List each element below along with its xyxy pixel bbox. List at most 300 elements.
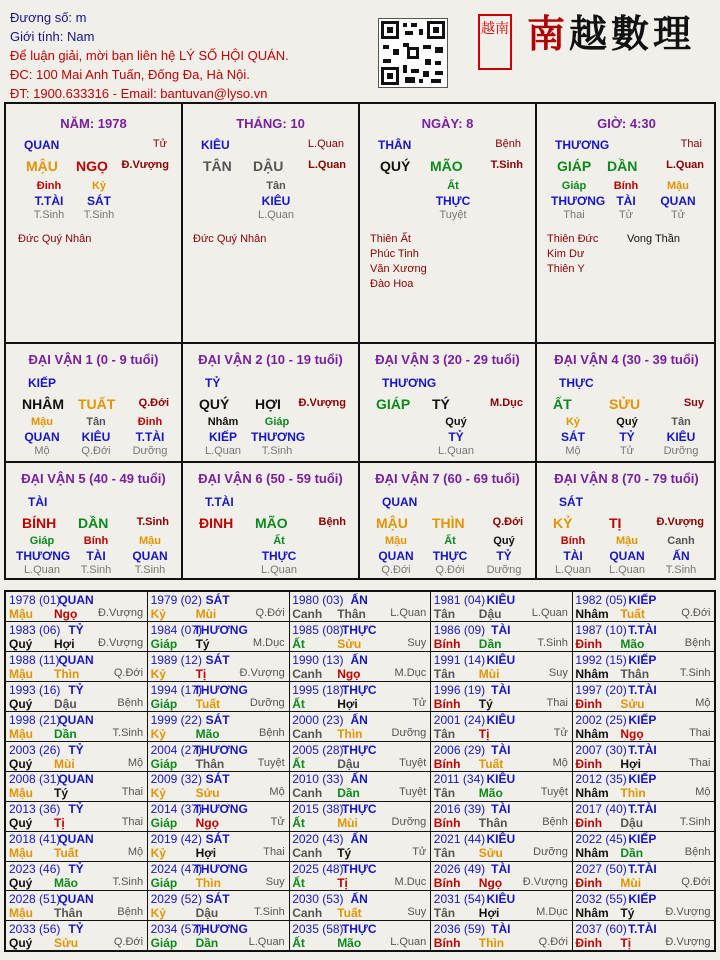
- dai-van-title: ĐẠI VẬN 6 (50 - 59 tuổi): [198, 471, 343, 486]
- pillar-2: [183, 104, 360, 342]
- dv-hidden-star: QUAN: [132, 549, 168, 563]
- year-phase: T.Sinh: [679, 816, 711, 829]
- hidden-stem: Mậu: [667, 180, 689, 192]
- year-can: Quý: [9, 876, 33, 891]
- year-can: Nhâm: [575, 906, 609, 920]
- year-label: 1989 (12): [150, 652, 202, 667]
- hidden-phase: T.Sinh: [33, 209, 65, 221]
- year-star: QUAN: [58, 832, 94, 847]
- year-phase: Tử: [412, 846, 427, 859]
- year-chi: Hợi: [620, 756, 641, 771]
- dv-hidden-phase: L.Quan: [23, 564, 61, 576]
- year-cell: [148, 921, 290, 951]
- year-star: THỰC: [341, 742, 377, 757]
- year-can: Canh: [292, 786, 323, 801]
- year-phase: T.Sinh: [254, 906, 285, 918]
- year-cell: [6, 592, 148, 622]
- year-label: 2007 (30): [575, 742, 627, 757]
- dv-hidden-star: TÀI: [563, 549, 583, 563]
- year-cell: [6, 801, 148, 831]
- year-star: TÀI: [491, 862, 511, 877]
- year-star: SÁT: [205, 652, 230, 667]
- year-cell: [6, 682, 148, 712]
- year-label: 2004 (27): [150, 742, 202, 757]
- year-phase: T.Sinh: [537, 636, 568, 649]
- dv-chi: TUẤT: [78, 396, 116, 412]
- hidden-stem: Tân: [266, 180, 286, 192]
- year-chi: Tý: [620, 906, 635, 920]
- year-cell: [6, 831, 148, 861]
- dv-can: MẬU: [376, 515, 408, 531]
- year-can: Nhâm: [575, 786, 609, 801]
- year-chi: Dần: [478, 636, 502, 651]
- year-label: 2033 (56): [9, 921, 61, 936]
- phone-email-line: ĐT: 1900.633316 - Email: bantuvan@lyso.vn: [10, 86, 268, 101]
- year-cell: [431, 712, 573, 742]
- hidden-stem: Đinh: [36, 180, 62, 192]
- dai-van-title: ĐẠI VẬN 1 (0 - 9 tuổi): [28, 352, 159, 367]
- year-label: 1997 (20): [575, 682, 627, 697]
- hidden-star: THỰC: [435, 194, 471, 208]
- pillar-stem-star: THƯƠNG: [555, 138, 610, 152]
- year-chi: Thìn: [337, 726, 363, 741]
- pillar-phase: Đ.Vượng: [121, 159, 169, 171]
- year-chi: Sửu: [478, 846, 503, 861]
- year-label: 1983 (06): [9, 622, 61, 637]
- year-label: 1998 (21): [9, 712, 61, 727]
- year-cell: [6, 622, 148, 652]
- pillar-can: GIÁP: [557, 158, 592, 174]
- year-label: 2000 (23): [292, 712, 344, 727]
- dv-hidden-phase: L.Quan: [260, 564, 298, 576]
- dv-hidden-phase: T.Sinh: [665, 564, 697, 576]
- yearly-table: [4, 590, 716, 952]
- seal-text: 越南: [481, 21, 509, 37]
- year-star: KIẾP: [628, 652, 657, 667]
- year-chi: Thân: [54, 906, 83, 920]
- year-phase: Q.Đới: [538, 935, 568, 948]
- hidden-phase: Tuyệt: [439, 209, 467, 221]
- year-chi: Ngọ: [337, 666, 361, 681]
- year-label: 1996 (19): [433, 682, 486, 697]
- year-can: Quý: [9, 935, 33, 950]
- year-phase: Tuyệt: [540, 786, 568, 799]
- year-star: ẤN: [350, 712, 368, 727]
- year-can: Nhâm: [575, 846, 609, 861]
- pillar-4: [537, 104, 716, 342]
- year-label: 2031 (54): [433, 892, 486, 906]
- year-can: Tân: [433, 906, 456, 920]
- year-cell: [431, 891, 573, 921]
- dv-hidden-star: KIÊU: [666, 430, 696, 444]
- year-chi: Dậu: [195, 906, 219, 920]
- year-label: 2022 (45): [575, 832, 627, 847]
- year-label: 2005 (28): [292, 742, 344, 757]
- year-label: 2001 (24): [433, 712, 486, 727]
- year-label: 2013 (36): [9, 802, 61, 817]
- dai-van-title: ĐẠI VẬN 7 (60 - 69 tuổi): [375, 471, 520, 486]
- year-can: Mậu: [9, 726, 33, 741]
- year-phase: Bệnh: [258, 726, 285, 739]
- duong-so-label: Đương số:: [10, 10, 73, 25]
- shen-sha: Vong Thần: [627, 233, 681, 245]
- pillar-stem-phase: Tử: [152, 138, 167, 150]
- year-can: Tân: [433, 666, 456, 681]
- pillar-chi: NGỌ: [76, 158, 108, 174]
- dv-hidden-star: TÀI: [86, 549, 106, 563]
- dv-star: THỰC: [559, 376, 594, 390]
- year-label: 1978 (01): [9, 593, 61, 607]
- year-phase: Dưỡng: [391, 816, 427, 829]
- year-cell: [148, 742, 290, 772]
- dv-hidden: Mậu: [139, 535, 161, 547]
- hidden-star: TÀI: [616, 194, 636, 208]
- year-label: 2034 (57): [150, 921, 202, 936]
- dv-phase: Bệnh: [318, 516, 346, 528]
- year-label: 2019 (42): [150, 832, 202, 847]
- year-star: QUAN: [58, 593, 94, 607]
- year-cell: [6, 742, 148, 772]
- year-cell: [148, 831, 290, 861]
- year-can: Mậu: [9, 607, 33, 621]
- dv-hidden-star: KIÊU: [81, 430, 111, 444]
- gioi-tinh-value: Nam: [66, 29, 95, 44]
- year-star: KIÊU: [486, 892, 516, 906]
- year-phase: Bệnh: [117, 906, 144, 918]
- dv-hidden-star: KIẾP: [208, 430, 237, 444]
- year-label: 2006 (29): [433, 742, 486, 757]
- year-chi: Sửu: [337, 636, 362, 651]
- year-chi: Hợi: [195, 846, 217, 861]
- year-cell: [289, 592, 431, 622]
- dv-hidden-phase: L.Quan: [554, 564, 592, 576]
- year-label: 1981 (04): [433, 593, 486, 607]
- dv-hidden-star: THƯƠNG: [251, 430, 306, 444]
- dv-hidden-phase: L.Quan: [204, 445, 242, 457]
- year-cell: [6, 891, 148, 921]
- year-star: THỰC: [341, 682, 377, 697]
- dv-hidden-star: TỶ: [496, 549, 512, 563]
- year-phase: Dưỡng: [533, 846, 568, 859]
- pillars-and-dai-van-grid: [4, 102, 716, 580]
- year-cell: [431, 682, 573, 712]
- dv-phase: Đ.Vượng: [656, 516, 704, 528]
- year-phase: Mộ: [695, 786, 711, 799]
- year-label: 2015 (38): [292, 802, 344, 817]
- year-label: 1987 (10): [575, 622, 627, 637]
- year-phase: Bệnh: [542, 816, 568, 829]
- year-star: THỰC: [341, 622, 377, 637]
- year-cell: [289, 712, 431, 742]
- dai-van-title: ĐẠI VẬN 8 (70 - 79 tuổi): [554, 471, 699, 486]
- year-can: Quý: [9, 816, 33, 831]
- qr-code[interactable]: [378, 18, 448, 88]
- pillar-title: NĂM: 1978: [60, 116, 127, 131]
- year-can: Ất: [292, 756, 305, 771]
- hidden-stem: Bính: [613, 180, 639, 192]
- year-label: 1999 (22): [150, 712, 202, 727]
- dv-phase: Suy: [683, 397, 704, 409]
- year-cell: [431, 831, 573, 861]
- year-label: 1979 (02): [150, 593, 202, 607]
- dv-hidden-phase: L.Quan: [608, 564, 646, 576]
- year-cell: [572, 682, 714, 712]
- dv-hidden-star: T.TÀI: [135, 430, 165, 444]
- year-can: Quý: [9, 756, 33, 771]
- year-label: 2003 (26): [9, 742, 61, 757]
- year-phase: Đ.Vượng: [522, 876, 568, 889]
- logo-chars: 越數理: [569, 11, 696, 56]
- year-phase: L.Quan: [531, 607, 568, 619]
- dv-star: QUAN: [382, 495, 418, 509]
- year-phase: Thai: [121, 786, 144, 799]
- year-cell: [148, 652, 290, 682]
- year-chi: Thìn: [478, 935, 505, 950]
- year-star: SÁT: [205, 712, 230, 727]
- pillar-phase: T.Sinh: [490, 159, 523, 171]
- dv-phase: Q.Đới: [138, 397, 169, 409]
- year-chi: Dần: [195, 935, 219, 950]
- hidden-star: KIÊU: [261, 194, 291, 208]
- pillar-chi: MÃO: [430, 158, 463, 174]
- year-label: 1991 (14): [433, 652, 486, 667]
- address-line: ĐC: 100 Mai Anh Tuấn, Đống Đa, Hà Nội.: [10, 67, 250, 82]
- year-can: Giáp: [150, 756, 178, 771]
- pillar-stem-phase: Bệnh: [495, 138, 521, 150]
- year-label: 2010 (33): [292, 772, 344, 787]
- year-phase: Mộ: [127, 756, 144, 769]
- year-phase: M.Dục: [252, 636, 285, 649]
- hidden-star: T.TÀI: [34, 194, 64, 208]
- year-label: 2011 (34): [433, 772, 485, 787]
- year-can: Canh: [292, 666, 323, 681]
- year-star: TỶ: [68, 622, 84, 637]
- shen-sha: Thiên Ất: [370, 233, 411, 245]
- pillar-stem-star: THÂN: [378, 138, 412, 152]
- year-chi: Hợi: [478, 906, 500, 920]
- year-cell: [431, 921, 573, 951]
- year-can: Bính: [433, 636, 461, 651]
- dai-van-6: [183, 461, 360, 580]
- year-can: Ất: [292, 935, 305, 950]
- year-can: Nhâm: [575, 607, 609, 621]
- dai-van-title: ĐẠI VẬN 2 (10 - 19 tuổi): [198, 352, 343, 367]
- year-chi: Thân: [478, 816, 508, 831]
- year-phase: Mộ: [552, 756, 568, 769]
- year-can: Kỷ: [150, 666, 166, 681]
- year-can: Mậu: [9, 666, 33, 681]
- dai-van-7: [360, 461, 537, 580]
- year-can: Kỷ: [150, 786, 166, 801]
- year-label: 2016 (39): [433, 802, 486, 817]
- year-label: 1985 (08): [292, 622, 344, 637]
- year-label: 2026 (49): [433, 862, 486, 877]
- year-chi: Mão: [478, 786, 503, 801]
- year-star: T.TÀI: [628, 682, 657, 697]
- year-star: THƯƠNG: [193, 742, 248, 757]
- year-star: ẤN: [350, 892, 368, 906]
- year-chi: Ngọ: [620, 726, 644, 741]
- pillar-phase: L.Quan: [308, 159, 346, 171]
- hidden-stem: Ất: [447, 180, 459, 192]
- pillar-title: NGÀY: 8: [421, 116, 474, 131]
- dv-star: THƯƠNG: [382, 376, 437, 390]
- year-chi: Mùi: [195, 607, 217, 621]
- year-cell: [289, 831, 431, 861]
- year-phase: Đ.Vượng: [97, 607, 144, 619]
- year-chi: Mão: [620, 636, 645, 651]
- dv-hidden-star: TỶ: [619, 430, 635, 444]
- year-chi: Mùi: [337, 816, 358, 831]
- dv-chi: SỬU: [609, 396, 641, 412]
- dv-hidden: Nhâm: [207, 416, 239, 428]
- dv-hidden: Giáp: [29, 535, 55, 547]
- year-cell: [6, 652, 148, 682]
- year-label: 2017 (40): [575, 802, 627, 817]
- dai-van-1: [6, 342, 183, 461]
- year-phase: Đ.Vượng: [665, 935, 711, 948]
- year-phase: Thai: [546, 696, 568, 709]
- year-chi: Mão: [195, 726, 220, 741]
- year-phase: Tuyệt: [399, 756, 427, 769]
- year-phase: M.Dục: [536, 906, 568, 918]
- year-label: 2008 (31): [9, 772, 61, 787]
- hidden-star: THƯƠNG: [551, 194, 606, 208]
- dai-van-4: [537, 342, 716, 461]
- year-chi: Tuất: [478, 756, 504, 771]
- year-phase: Q.Đới: [255, 607, 285, 619]
- dv-chi: TÝ: [432, 396, 450, 412]
- dv-hidden-phase: Dưỡng: [132, 445, 168, 457]
- year-chi: Mùi: [478, 666, 500, 681]
- dv-hidden-phase: L.Quan: [437, 445, 475, 457]
- hidden-stem: Giáp: [561, 180, 587, 192]
- year-star: TỶ: [68, 682, 84, 697]
- hidden-star: QUAN: [660, 194, 696, 208]
- year-phase: Dưỡng: [249, 696, 285, 709]
- year-cell: [148, 682, 290, 712]
- year-chi: Tị: [195, 666, 207, 681]
- dv-star: SÁT: [559, 495, 583, 509]
- dv-hidden: Ất: [444, 535, 456, 547]
- year-label: 2025 (48): [292, 862, 344, 877]
- dv-hidden-phase: Q.Đới: [381, 564, 411, 576]
- year-star: KIẾP: [628, 892, 657, 906]
- year-phase: L.Quan: [390, 607, 427, 619]
- year-chi: Dần: [54, 726, 77, 741]
- shen-sha: Phúc Tinh: [370, 248, 419, 260]
- year-can: Ất: [292, 876, 305, 891]
- year-phase: Thai: [689, 726, 711, 739]
- year-can: Bính: [433, 876, 461, 891]
- year-star: QUAN: [58, 892, 94, 906]
- year-star: KIẾP: [628, 712, 657, 727]
- year-phase: Bệnh: [684, 636, 711, 649]
- year-phase: Q.Đới: [113, 666, 144, 679]
- year-cell: [148, 712, 290, 742]
- year-cell: [431, 861, 573, 891]
- year-chi: Tý: [337, 846, 352, 861]
- year-star: TỶ: [68, 921, 84, 936]
- dv-phase: T.Sinh: [136, 516, 169, 528]
- year-chi: Thìn: [620, 786, 646, 801]
- hidden-star: SÁT: [87, 194, 111, 208]
- year-phase: Mộ: [127, 846, 144, 859]
- year-star: TÀI: [491, 622, 511, 637]
- pillar-stem-phase: L.Quan: [307, 138, 344, 150]
- shen-sha: Đức Quý Nhân: [193, 233, 267, 245]
- year-can: Ất: [292, 816, 305, 831]
- year-chi: Tuất: [337, 906, 362, 920]
- year-cell: [431, 742, 573, 772]
- shen-sha: Thiên Đức: [547, 233, 599, 245]
- year-phase: Thai: [263, 846, 285, 859]
- year-label: 2020 (43): [292, 832, 344, 847]
- year-star: KIÊU: [486, 652, 516, 667]
- dv-can: NHÂM: [22, 396, 64, 412]
- year-phase: T.Sinh: [112, 876, 144, 889]
- dv-hidden-star: QUAN: [24, 430, 60, 444]
- year-cell: [6, 861, 148, 891]
- year-phase: Đ.Vượng: [97, 636, 144, 649]
- dv-can: KỶ: [553, 515, 573, 531]
- dai-van-3: [360, 342, 537, 461]
- year-star: ẤN: [350, 593, 368, 607]
- year-can: Quý: [9, 696, 33, 711]
- dv-hidden-star: TỶ: [448, 430, 464, 444]
- dv-hidden-star: THỰC: [261, 549, 297, 563]
- year-phase: Q.Đới: [681, 607, 711, 619]
- year-can: Đinh: [575, 935, 603, 950]
- dv-hidden-phase: Q.Đới: [435, 564, 465, 576]
- shen-sha: Đào Hoa: [370, 278, 414, 290]
- year-star: TỶ: [68, 862, 84, 877]
- year-label: 2028 (51): [9, 892, 61, 906]
- year-cell: [572, 921, 714, 951]
- year-cell: [148, 592, 290, 622]
- year-label: 1992 (15): [575, 652, 627, 667]
- dv-star: T.TÀI: [205, 495, 234, 509]
- year-label: 1980 (03): [292, 593, 344, 607]
- year-star: KIẾP: [628, 772, 657, 787]
- shen-sha: Thiên Y: [547, 263, 585, 275]
- year-cell: [572, 861, 714, 891]
- year-star: T.TÀI: [628, 921, 657, 936]
- year-can: Quý: [9, 636, 33, 651]
- year-phase: Tử: [270, 816, 285, 829]
- year-chi: Sửu: [54, 935, 79, 950]
- dv-phase: M.Dục: [490, 397, 523, 409]
- year-cell: [572, 592, 714, 622]
- dv-hidden-phase: Mộ: [565, 445, 581, 457]
- year-star: THƯƠNG: [193, 802, 248, 817]
- year-chi: Mão: [337, 935, 362, 950]
- hidden-stem: Kỷ: [91, 180, 107, 192]
- dv-phase: Q.Đới: [492, 516, 523, 528]
- year-cell: [6, 712, 148, 742]
- year-star: KIÊU: [486, 712, 516, 727]
- year-can: Đinh: [575, 876, 603, 891]
- year-chi: Tị: [54, 816, 65, 831]
- year-cell: [431, 771, 573, 801]
- year-phase: T.Sinh: [112, 726, 144, 739]
- year-phase: Thai: [121, 816, 144, 829]
- year-chi: Mão: [54, 876, 78, 891]
- year-phase: Suy: [407, 636, 427, 649]
- year-can: Giáp: [150, 876, 178, 891]
- dv-hidden: Kỷ: [565, 416, 581, 428]
- year-star: SÁT: [205, 832, 230, 847]
